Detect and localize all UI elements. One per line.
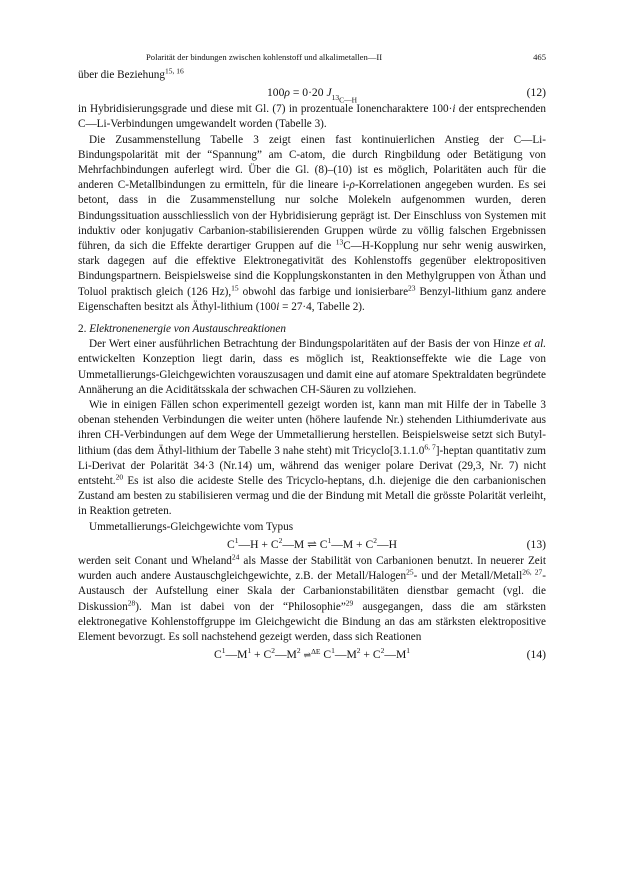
- running-title: Polarität der bindungen zwischen kohlenstoff und alkalimetallen—II: [146, 52, 383, 62]
- equation-number: (14): [526, 648, 546, 662]
- paragraph: über die Beziehung$^{15, 16}$: [78, 66, 184, 81]
- article-body: [78, 68, 546, 664]
- running-header: [78, 52, 546, 68]
- equation-number: (13): [526, 537, 546, 551]
- equation: [78, 645, 546, 664]
- paragraph: Der Wert einer ausführlichen Betrachtung der Bindungspolaritäten auf der Basis der von Hinze et al. entwickelten Konzeption liegt darin, dass es möglich ist, Reaktionseffekte wie die Lage von Ummetallierungs-Gleichgewichten vorauszusagen und damit eine auf atomare Spektraldaten begründete Annäherung an die Aciditätsskala der schwachen CH-Säuren zu vollziehen.: [78, 338, 546, 396]
- section-heading: 2. Elektronenenergie von Austauschreaktionen: [78, 323, 286, 336]
- paragraph: Die Zusammenstellung Tabelle 3 zeigt einen fast kontinuierlichen Anstieg der C—Li-Bindungspolarität mit der “Spannung” am C-atom, die durch Ringbildung oder Betätigung von Mehrfachbindungen auferlegt wird. Über die Gl. (8)–(10) ist es möglich, Polaritäten auch für die anderen C-Metallbindungen zu ermitteln, für die lineare i-ρ-Korrelationen angegeben wurden. Es sei betont, dass in die Zusammenstellung nur solche Molekeln aufgenommen wurden, deren Bindungssituation ausschliesslich von der Hybridisierung geprägt ist. Der Einschluss von Systemen mit induktiv oder konjugativ Carbanion-stabilisierenden Gruppen würde zu völlig falschen Ergebnissen führen, da sich die Effekte derartiger Gruppen auf die $^{13}$C—H-Kopplung nur sehr wenig auswirken, stark dagegen auf die effektive Elektronegativität des Kohlenstoffs gegenüber elektropositiven Bindungspartnern. Beispielsweise sind die Kopplungskonstanten in den Methylgruppen von Äthan und Toluol praktisch gleich (126 Hz),$^{15}$ obwohl das farbige und ionisierbare$^{23}$ Benzyl-lithium ganz andere Eigenschaften besitzt als Äthyl-lithium (100i = 27·4, Tabelle 2).: [78, 133, 546, 313]
- paragraph: Ummetallierungs-Gleichgewichte vom Typus: [89, 520, 294, 533]
- paragraph: Wie in einigen Fällen schon experimentell gezeigt worden ist, kann man mit Hilfe der in Tabelle 3 obenan stehenden Verbindungen die weiter unten (höhere laufende Nr.) stehenden Lithiumderivate aus ihren CH-Verbindungen auf dem Wege der Ummetallierung herstellen. Beispielsweise setzt sich Butyl-lithium (das dem Äthyl-lithium der Tabelle 3 nahe steht) mit Tricyclo[3.1.1.0$^{6, 7}$]-heptan quantitativ zum Li-Derivat der Polarität 34·3 (Nr.14) um, während das weniger polare Derivat (29,3, Nr. 7) nicht entsteht.$^{20}$ Es ist also die acideste Stelle des Tricyclo-heptans, d.h. diejenige die den carbanionischen Zustand am besten zu stabilisieren vermag und die der Bindung mit Metall die grösste Polarität verleiht, in Reaktion getreten.: [78, 399, 547, 518]
- equation-number: (12): [526, 86, 546, 100]
- equation-expression: $C^1—M^1$ + $C^2—M^2$ ⇌$^{\Delta E}$ $C^1—M^2$ + $C^2—M^1$: [213, 646, 410, 662]
- equation-expression: 100ρ = 0·20 $J_{13_{C—H}}$: [266, 86, 358, 105]
- equation-expression: $C^1—H$ + $C^2—M$ ⇌ $C^1—M$ + $C^2—H$: [227, 536, 397, 551]
- page-number: 465: [533, 52, 546, 62]
- equation: [78, 83, 546, 105]
- journal-page: [78, 52, 546, 664]
- paragraph: in Hybridisierungsgrade und diese mit Gl. (7) in prozentuale Ionencharaktere 100·i der entsprechenden C—Li-Verbindungen umgewandelt worden (Tabelle 3).: [78, 103, 546, 131]
- equation: [78, 535, 546, 554]
- paragraph: werden seit Conant und Wheland$^{24}$ als Masse der Stabilität von Carbanionen benutzt. In neuerer Zeit wurden auch andere Austauschgleichgewichte, z.B. der Metall/Halogen$^{25}$- und der Metall/Metall$^{26, 27}$-Austausch der Aufstellung einer Skala der Carbanionstabilitäten dienstbar gemacht (vgl. die Diskussion$^{28}$). Man ist dabei von der “Philosophie”$^{29}$ ausgegangen, dass die am stärksten elektronegative Kohlenstoffgruppe im Gleichgewicht die Bindung an das am stärksten elektropositive Element bevorzugt. Es soll nachstehend gezeigt werden, dass sich Reationen: [78, 552, 547, 643]
